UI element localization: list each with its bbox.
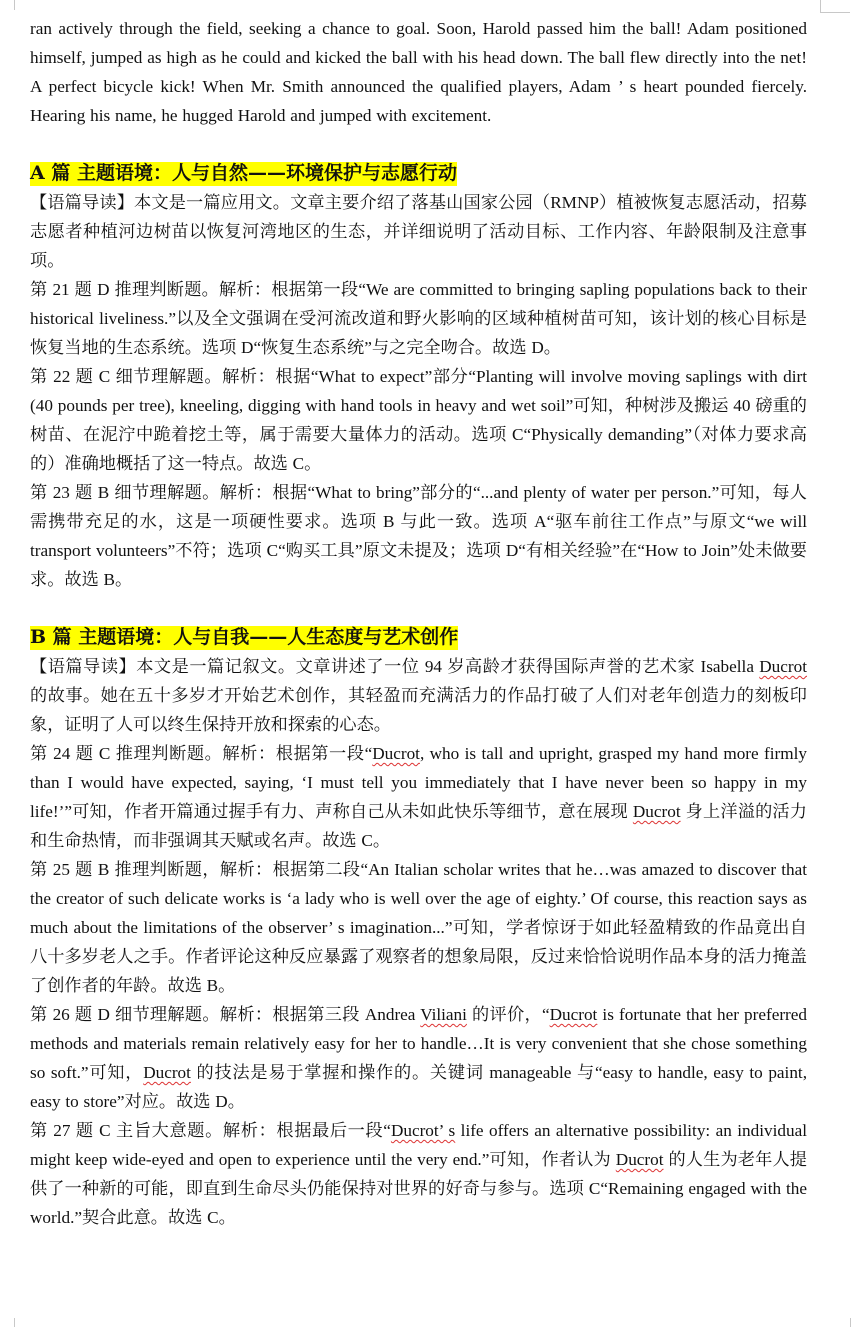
question-21-explanation: 第 21 题 D 推理判断题。解析：根据第一段“We are committed to bringing sapling populations back to their historical liveliness.”以及全文强调在受河流改道和野火影响的区域种植树苗可知，该计划的核心目标是恢复当地的生态系统。选项 D“恢复生态系统”与之完全吻合。故选 D。	[30, 280, 807, 357]
spellcheck-word: Viliani	[420, 1005, 467, 1024]
section-a-heading	[30, 159, 807, 188]
spellcheck-word: Ducrot	[615, 1150, 664, 1169]
spellcheck-word: Ducrot’ s	[390, 1121, 456, 1140]
section-b-heading	[30, 623, 807, 652]
section-b-heading-highlight: B 篇 主题语境：人与自我——人生态度与艺术创作	[30, 626, 459, 648]
intro-paragraph: ran actively through the field, seeking a chance to goal. Soon, Harold passed him the ball! Adam positioned himself, jumped as high as he could and kicked the ball with his head down. The ball flew directly into the net! A perfect bicycle kick! When Mr. Smith announced the qualified players, Adam ’ s heart pounded fiercely. Hearing his name, he hugged Harold and jumped with excitement.	[30, 19, 807, 125]
document-page	[30, 14, 807, 1232]
spellcheck-word: Ducrot	[632, 802, 681, 821]
spellcheck-word: Ducrot	[372, 744, 420, 763]
question-22-explanation: 第 22 题 C 细节理解题。解析：根据“What to expect”部分“Planting will involve moving saplings with dirt (40 pounds per tree), kneeling, digging with hand tools in heavy and wet soil”可知，种树涉及搬运 40 磅重的树苗、在泥泞中跪着挖土等，属于需要大量体力的活动。选项 C“Physically demanding”（对体力要求高的）准确地概括了这一特点。故选 C。	[30, 367, 807, 473]
spellcheck-word: Ducrot	[143, 1063, 191, 1082]
crop-mark-bottom-left	[14, 1318, 15, 1327]
question-27-explanation: 第 27 题 C 主旨大意题。解析：根据最后一段“Ducrot’ s life offers an alternative possibility: an individual might keep wide-eyed and open to experience until the very end.”可知，作者认为 Ducrot 的人生为老年人提供了一种新的可能，即直到生命尽头仍能保持对世界的好奇与参与。选项 C“Remaining engaged with the world.”契合此意。故选 C。	[30, 1121, 807, 1227]
section-a-guide: 【语篇导读】本文是一篇应用文。文章主要介绍了落基山国家公园（RMNP）植被恢复志愿活动，招募志愿者种植河边树苗以恢复河湾地区的生态，并详细说明了活动目标、工作内容、年龄限制及注意事项。	[30, 193, 807, 270]
section-b-guide: 【语篇导读】本文是一篇记叙文。文章讲述了一位 94 岁高龄才获得国际声誉的艺术家 Isabella Ducrot 的故事。她在五十多岁才开始艺术创作，其轻盈而充满活力的作品打破了人们对老年创造力的刻板印象，证明了人可以终生保持开放和探索的心态。	[30, 657, 807, 734]
spellcheck-word: Ducrot	[759, 657, 807, 676]
spacer	[30, 130, 807, 159]
spellcheck-word: Ducrot	[549, 1005, 598, 1024]
spacer	[30, 594, 807, 623]
crop-mark-top-right	[820, 12, 850, 13]
section-a-heading-highlight: A 篇 主题语境：人与自然——环境保护与志愿行动	[30, 162, 457, 184]
question-25-explanation: 第 25 题 B 推理判断题，解析：根据第二段“An Italian scholar writes that he…was amazed to discover that the creator of such delicate works is ‘a lady who is well over the age of eighty.’ Of course, this reaction says as much about the limitations of the observer’ s imagination...”可知，学者惊讶于如此轻盈精致的作品竟出自八十多岁老人之手。作者评论这种反应暴露了观察者的想象局限，反过来恰恰说明作品本身的活力掩盖了创作者的年龄。故选 B。	[30, 860, 807, 995]
question-24-explanation: 第 24 题 C 推理判断题。解析：根据第一段“Ducrot, who is tall and upright, grasped my hand more firmly than I would have expected, saying, ‘I must tell you immediately that I have never been so happy in my life!’”可知，作者开篇通过握手有力、声称自己从未如此快乐等细节，意在展现 Ducrot 身上洋溢的活力和生命热情，而非强调其天赋或名声。故选 C。	[30, 744, 807, 850]
question-26-explanation: 第 26 题 D 细节理解题。解析：根据第三段 Andrea Viliani 的评价，“Ducrot is fortunate that her preferred methods and materials remain relatively easy for her to handle…It is very convenient that she chose something so soft.”可知，Ducrot 的技法是易于掌握和操作的。关键词 manageable 与“easy to handle, easy to paint, easy to store”对应。故选 D。	[30, 1005, 807, 1111]
crop-mark-bottom-right	[850, 1318, 851, 1327]
crop-mark-top-right-v	[820, 0, 821, 12]
question-23-explanation: 第 23 题 B 细节理解题。解析：根据“What to bring”部分的“...and plenty of water per person.”可知，每人需携带充足的水，这是一项硬性要求。选项 B 与此一致。选项 A“驱车前往工作点”与原文“we will transport volunteers”不符；选项 C“购买工具”原文未提及；选项 D“有相关经验”在“How to Join”处未做要求。故选 B。	[30, 483, 807, 589]
crop-mark-top-left	[14, 0, 15, 10]
